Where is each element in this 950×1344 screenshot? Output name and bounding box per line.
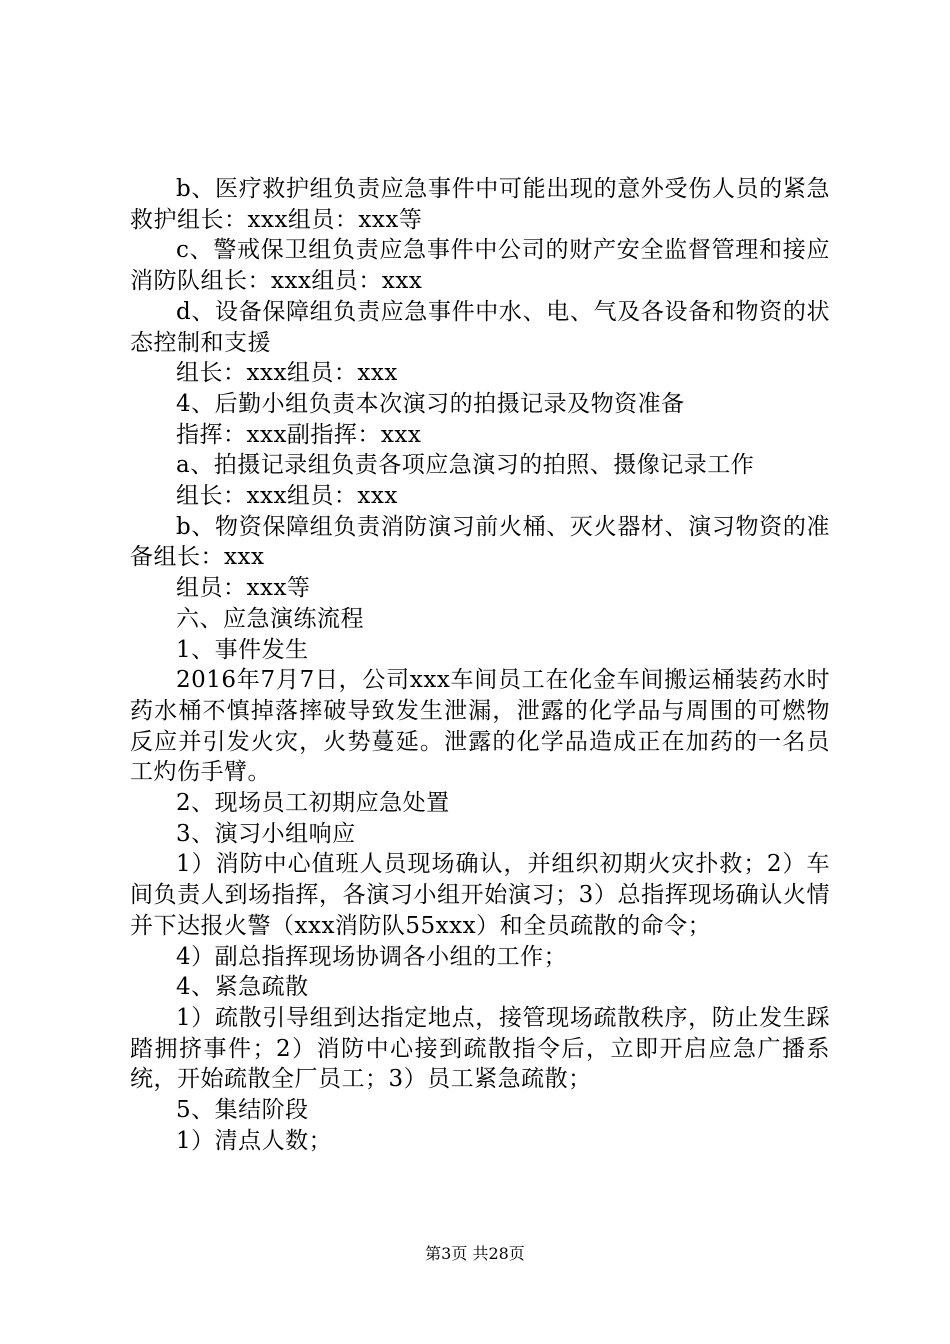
paragraph: 1）清点人数； (176, 1127, 333, 1154)
paragraph: 组长：xxx组员：xxx (176, 483, 398, 510)
document-body (130, 174, 830, 1157)
paragraph: c、警戒保卫组负责应急事件中公司的财产安全监督管理和接应消防队组长：xxx组员：xxx (130, 237, 830, 295)
paragraph: 组员：xxx等 (176, 575, 311, 602)
paragraph: 2、现场员工初期应急处置 (176, 790, 450, 817)
paragraph: 3、演习小组响应 (176, 820, 356, 847)
paragraph: 4、紧急疏散 (176, 974, 309, 1001)
paragraph: 4、后勤小组负责本次演习的拍摄记录及物资准备 (176, 390, 685, 417)
paragraph: d、设备保障组负责应急事件中水、电、气及各设备和物资的状态控制和支援 (130, 298, 830, 356)
paragraph: 指挥：xxx副指挥：xxx (176, 421, 422, 448)
paragraph: 1）消防中心值班人员现场确认，并组织初期火灾扑救；2）车间负责人到场指挥，各演习小组开始演习；3）总指挥现场确认火情并下达报火警（xxx消防队55xxx）和全员疏散的命令； (130, 851, 830, 939)
paragraph: 1、事件发生 (176, 636, 309, 663)
paragraph: a、拍摄记录组负责各项应急演习的拍照、摄像记录工作 (176, 452, 755, 479)
paragraph: b、医疗救护组负责应急事件中可能出现的意外受伤人员的紧急救护组长：xxx组员：xxx等 (130, 176, 830, 233)
paragraph: 4）副总指挥现场协调各小组的工作； (176, 943, 568, 970)
paragraph: 组长：xxx组员：xxx (176, 360, 398, 387)
paragraph: 1）疏散引导组到达指定地点，接管现场疏散秩序，防止发生踩踏拥挤事件；2）消防中心接到疏散指令后，立即开启应急广播系统，开始疏散全厂员工；3）员工紧急疏散； (130, 1004, 830, 1093)
page-number-label: 第3页 共28页 (425, 1244, 525, 1263)
paragraph: 5、集结阶段 (176, 1097, 309, 1124)
section-heading: 六、应急演练流程 (176, 605, 364, 632)
page-footer (0, 1244, 950, 1264)
paragraph: b、物资保障组负责消防演习前火桶、灭火器材、演习物资的准备组长：xxx (130, 513, 830, 571)
paragraph: 2016年7月7日，公司xxx车间员工在化金车间搬运桶装药水时药水桶不慎掉落摔破导致发生泄漏，泄露的化学品与周围的可燃物反应并引发火灾，火势蔓延。泄露的化学品造成正在加药的一名员工灼伤手臂。 (130, 667, 830, 786)
